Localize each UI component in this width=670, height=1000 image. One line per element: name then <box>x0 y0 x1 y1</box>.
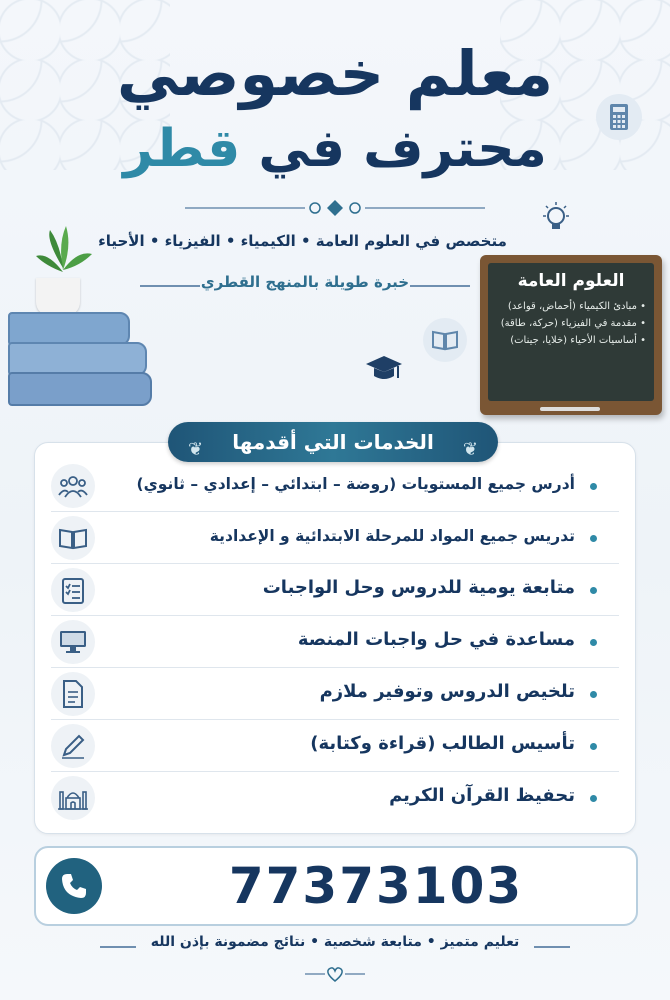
board-title: العلوم العامة <box>517 271 625 291</box>
service-item <box>51 773 619 823</box>
service-item <box>51 461 619 512</box>
service-label: متابعة يومية للدروس وحل الواجبات <box>262 577 575 598</box>
board-item: • أساسيات الأحياء (خلايا، جينات) <box>510 335 646 346</box>
services-card <box>34 442 636 834</box>
service-item <box>51 513 619 564</box>
services-title-text: الخدمات التي أقدمها <box>232 430 434 454</box>
books-illustration <box>8 222 158 422</box>
bullet <box>590 587 597 594</box>
service-item <box>51 565 619 616</box>
divider-ornament <box>185 196 485 220</box>
service-label: تحفيظ القرآن الكريم <box>389 785 575 806</box>
board-item: • مقدمة في الفيزياء (حركة، طاقة) <box>500 318 646 329</box>
service-label: تدريس جميع المواد للمرحلة الابتدائية و الإعدادية <box>209 527 575 545</box>
subtitle-part: محترف في <box>240 119 547 179</box>
chalk <box>540 407 600 411</box>
book <box>8 372 152 406</box>
page-subtitle <box>80 118 590 180</box>
bullet <box>590 743 597 750</box>
checklist-icon <box>51 568 95 612</box>
calculator-icon <box>596 94 642 140</box>
phone-number[interactable]: 77373103 <box>228 857 524 915</box>
service-label: تلخيص الدروس وتوفير ملازم <box>319 681 575 702</box>
students-icon <box>51 464 95 508</box>
plant-pot <box>36 278 80 316</box>
book-icon <box>51 516 95 560</box>
service-label: أدرس جميع المستويات (روضة – ابتدائي – إعدادي – ثانوي) <box>136 475 575 493</box>
lightbulb-icon <box>538 200 574 236</box>
heart-ornament <box>305 964 365 984</box>
pencil-icon <box>51 724 95 768</box>
subtitle-accent: قطر <box>123 119 241 179</box>
footer-line <box>100 946 136 948</box>
subjects-line: متخصص في العلوم العامة • الكيمياء • الفيزياء • الأحياء <box>98 232 507 250</box>
services-title <box>168 422 498 462</box>
chalkboard <box>480 255 662 415</box>
bullet <box>590 795 597 802</box>
board-item: • مبادئ الكيمياء (أحماض، قواعد) <box>507 301 646 312</box>
experience-text: خبرة طويلة بالمنهج القطري <box>200 273 410 291</box>
service-item <box>51 721 619 772</box>
bullet <box>590 691 597 698</box>
bullet <box>590 639 597 646</box>
document-icon <box>51 672 95 716</box>
service-item <box>51 617 619 668</box>
bullet <box>590 483 597 490</box>
service-label: مساعدة في حل واجبات المنصة <box>297 629 575 650</box>
experience-row <box>140 273 470 297</box>
computer-icon <box>51 620 95 664</box>
footer <box>100 934 570 958</box>
experience-line <box>410 285 470 287</box>
footer-line <box>534 946 570 948</box>
graduation-cap-icon <box>364 350 404 386</box>
phone-box <box>34 846 638 926</box>
open-book-icon <box>423 318 467 362</box>
page-title: معلم خصوصي <box>116 37 554 110</box>
phone-icon[interactable] <box>46 858 102 914</box>
book <box>8 342 147 376</box>
footer-text: تعليم متميز • متابعة شخصية • نتائج مضمونة بإذن الله <box>150 934 520 950</box>
mosque-icon <box>51 776 95 820</box>
service-label: تأسيس الطالب (قراءة وكتابة) <box>310 733 575 754</box>
service-item <box>51 669 619 720</box>
bullet <box>590 535 597 542</box>
book <box>8 312 130 346</box>
laurel-icon: ❦ <box>188 439 204 460</box>
laurel-icon: ❦ <box>462 439 478 460</box>
